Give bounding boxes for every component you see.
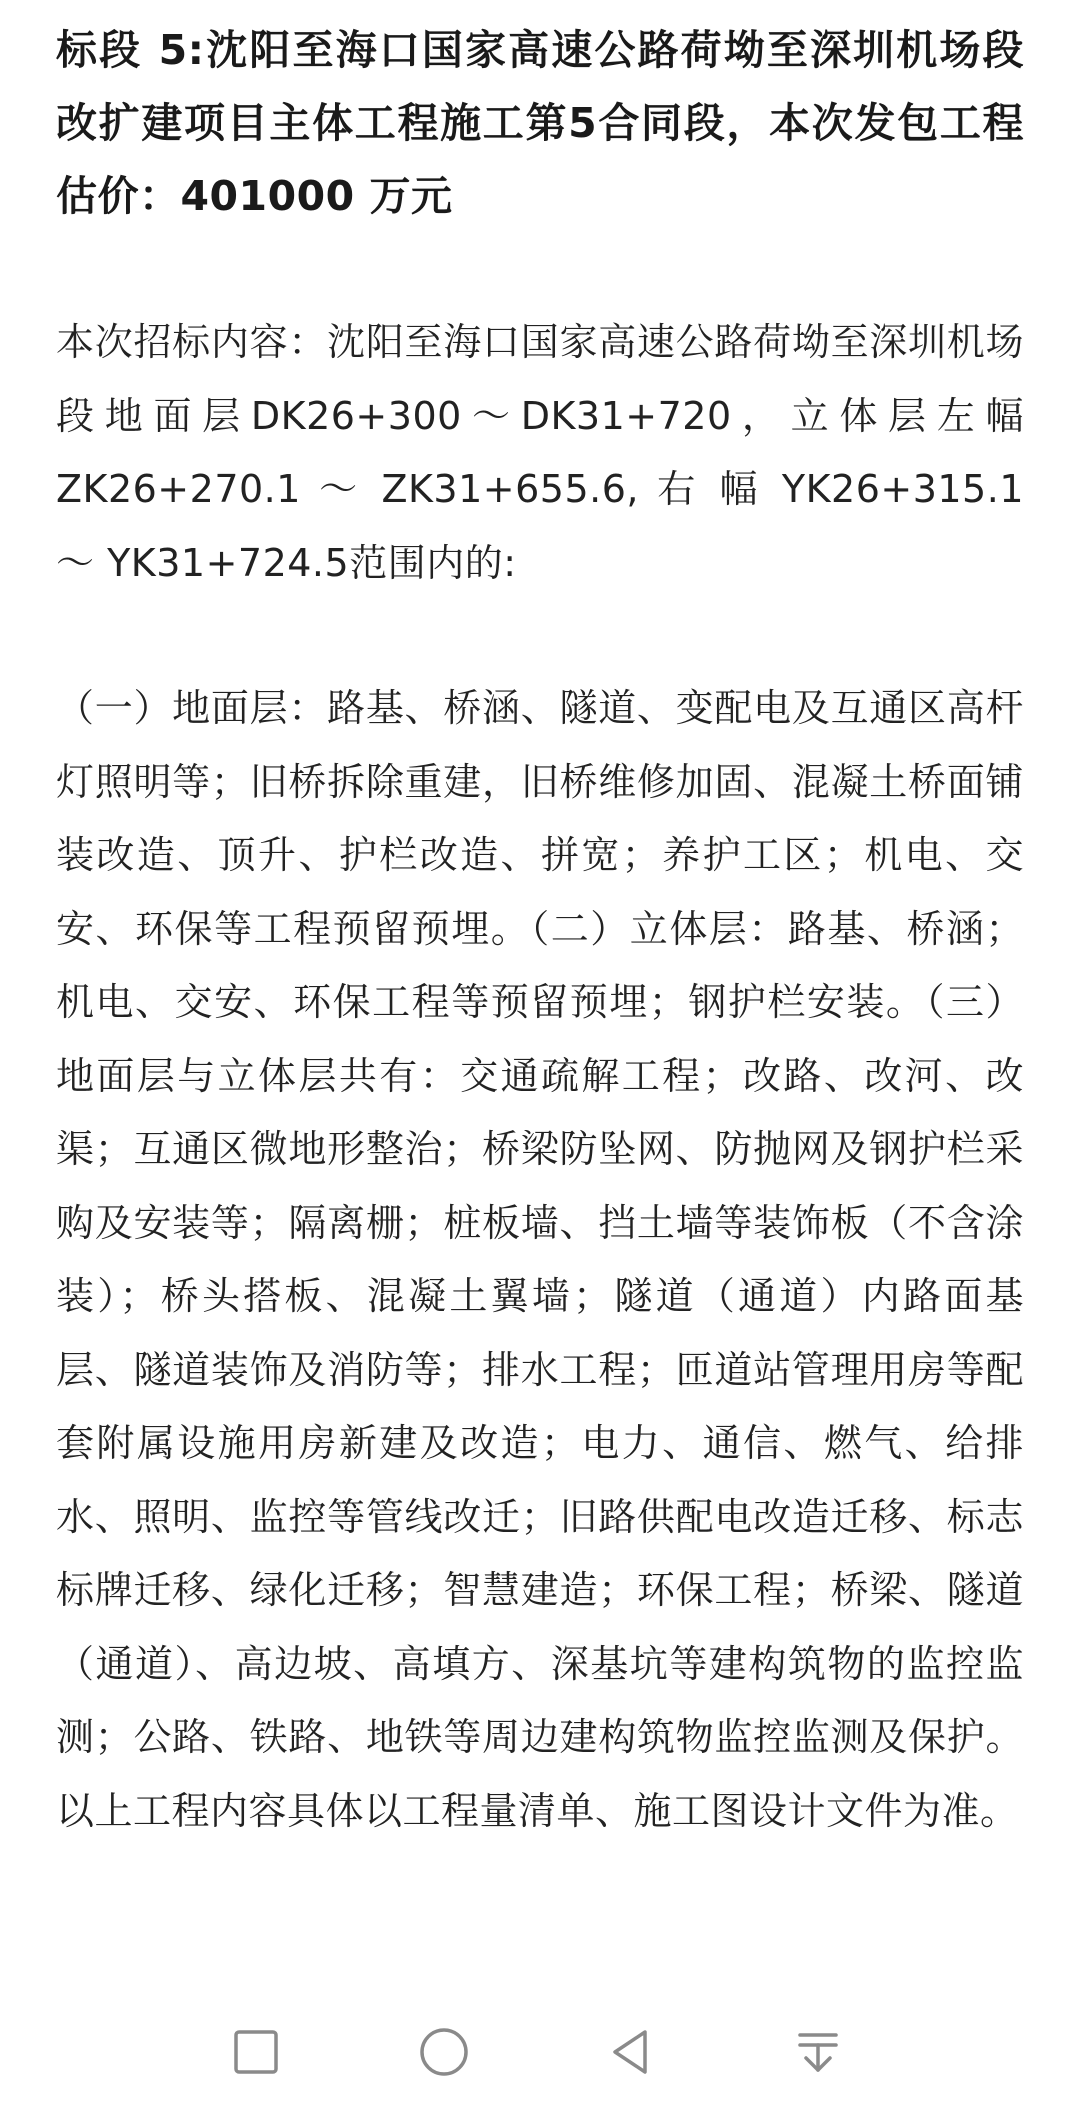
square-icon: [232, 2028, 280, 2076]
home-button[interactable]: [412, 2020, 476, 2084]
system-navigation-bar: [0, 2000, 1080, 2112]
notification-pull-icon: [794, 2028, 842, 2076]
recents-button[interactable]: [224, 2020, 288, 2084]
items-paragraph: （一）地面层：路基、桥涵、隧道、变配电及互通区高杆灯照明等；旧桥拆除重建，旧桥维修加固、混凝土桥面铺装改造、顶升、护栏改造、拼宽；养护工区；机电、交安、环保等工程预留预埋。（二）立体层：路基、桥涵；机电、交安、环保工程等预留预埋；钢护栏安装。（三）地面层与立体层共有：交通疏解工程；改路、改河、改渠；互通区微地形整治；桥梁防坠网、防抛网及钢护栏采购及安装等；隔离栅；桩板墙、挡土墙等装饰板（不含涂装）；桥头搭板、混凝土翼墙；隧道（通道）内路面基层、隧道装饰及消防等；排水工程；匝道站管理用房等配套附属设施用房新建及改造；电力、通信、燃气、给排水、照明、监控等管线改迁；旧路供配电改造迁移、标志标牌迁移、绿化迁移；智慧建造；环保工程；桥梁、隧道（通道）、高边坡、高填方、深基坑等建构筑物的监控监测；公路、铁路、地铁等周边建构筑物监控监测及保护。以上工程内容具体以工程量清单、施工图设计文件为准。: [56, 686, 1024, 1833]
scope-paragraph: 本次招标内容：沈阳至海口国家高速公路荷坳至深圳机场段地面层DK26+300～DK31+720，立体层左幅ZK26+270.1 ～ ZK31+655.6, 右 幅 YK26+315.1 ～ YK31+724.5范围内的:: [56, 320, 1024, 585]
circle-icon: [418, 2026, 470, 2078]
notification-pull-button[interactable]: [786, 2020, 850, 2084]
triangle-back-icon: [605, 2027, 655, 2077]
article-content: [56, 14, 1024, 1848]
article-heading: 标段 5:沈阳至海口国家高速公路荷坳至深圳机场段改扩建项目主体工程施工第5合同段，本次发包工程估价：401000 万元: [56, 26, 1024, 220]
back-button[interactable]: [598, 2020, 662, 2084]
